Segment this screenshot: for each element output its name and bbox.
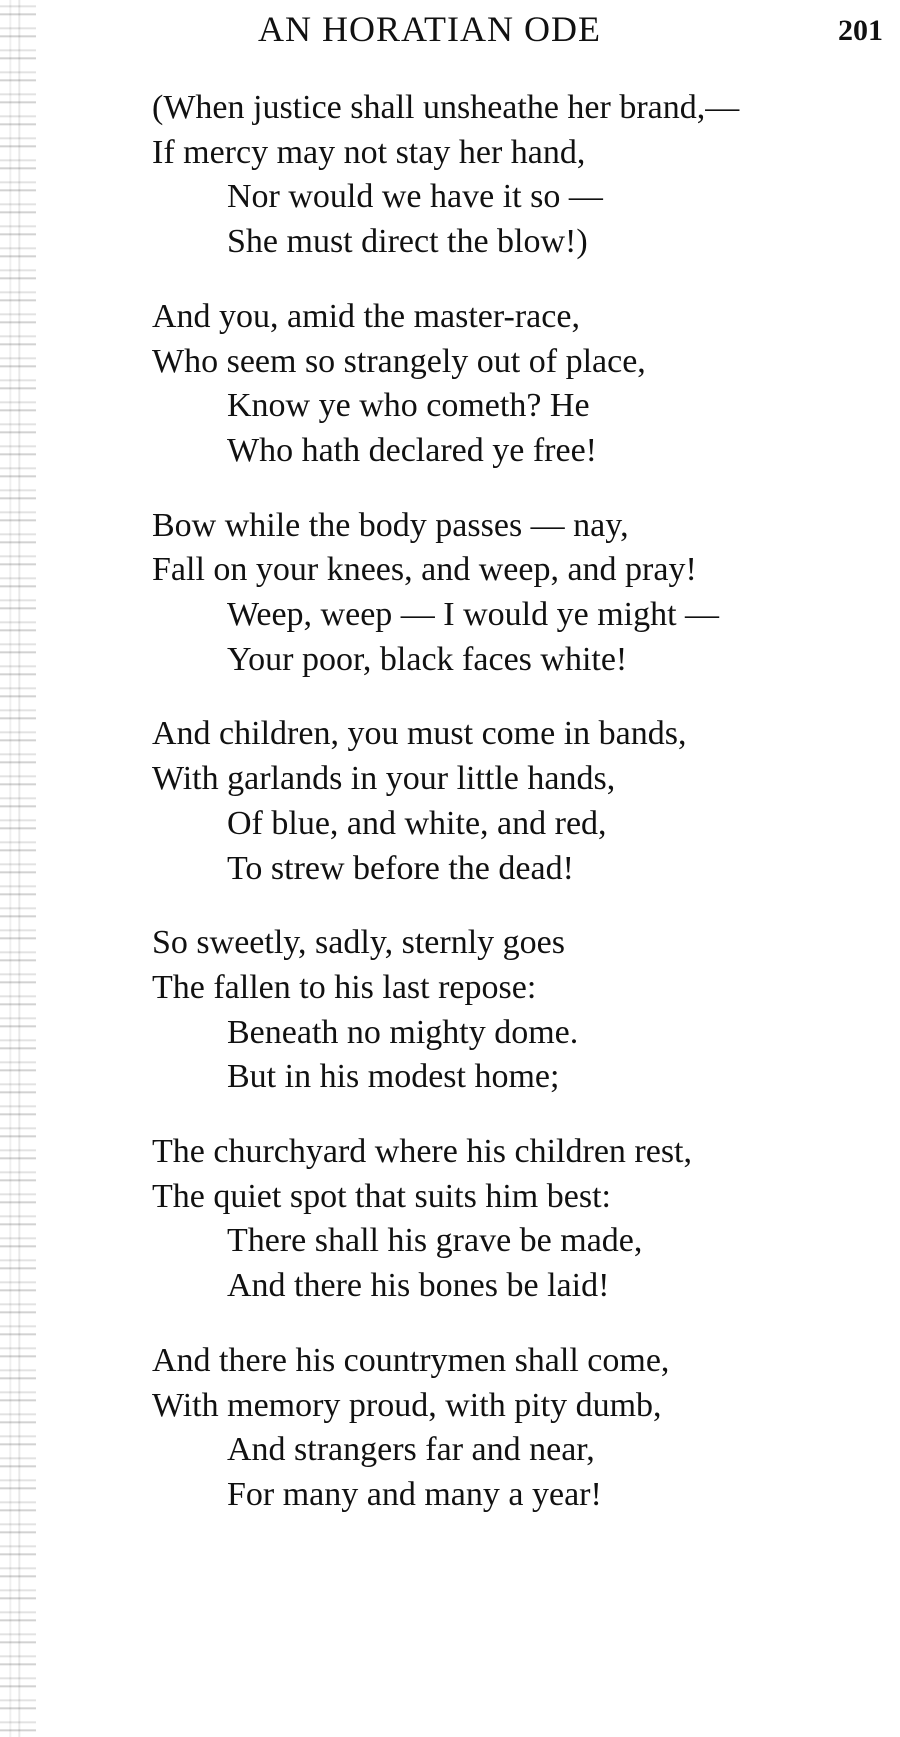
verse-line: And there his countrymen shall come, [152, 1341, 670, 1379]
verse-line: If mercy may not stay her hand, [152, 133, 586, 171]
verse-line-indented: For many and many a year! [227, 1475, 602, 1513]
verse-line-indented: There shall his grave be made, [227, 1222, 643, 1260]
verse-line: Who seem so strangely out of place, [152, 342, 646, 380]
verse-line-indented: Weep, weep — I would ye might — [227, 596, 720, 634]
verse-line-indented: And there his bones be laid! [227, 1267, 610, 1305]
verse-line: So sweetly, sadly, sternly goes [152, 924, 565, 962]
verse-line: With garlands in your little hands, [152, 760, 616, 798]
verse-line-indented: She must direct the blow!) [227, 223, 588, 261]
stanza-1 [152, 86, 892, 265]
stanza-6 [152, 1130, 892, 1309]
page-number: 201 [838, 14, 883, 47]
verse-line: The churchyard where his children rest, [152, 1133, 692, 1171]
verse-line-indented: Beneath no mighty dome. [227, 1013, 579, 1051]
stanza-7 [152, 1339, 892, 1518]
verse-line-indented: And strangers far and near, [227, 1431, 595, 1469]
verse-line-indented: To strew before the dead! [227, 849, 574, 887]
verse-line: Bow while the body passes — nay, [152, 506, 629, 544]
verse-line: The fallen to his last repose: [152, 968, 537, 1006]
binding-edge [0, 0, 36, 1737]
stanza-4 [152, 712, 892, 891]
verse-line-indented: Who hath declared ye free! [227, 431, 597, 469]
verse-line-indented: Of blue, and white, and red, [227, 804, 607, 842]
verse-line: And children, you must come in bands, [152, 715, 687, 753]
verse-line-indented: But in his modest home; [227, 1058, 560, 1096]
poem-body [152, 86, 892, 1548]
verse-line: And you, amid the master-race, [152, 297, 580, 335]
verse-line: Fall on your knees, and weep, and pray! [152, 551, 697, 589]
verse-line: The quiet spot that suits him best: [152, 1177, 611, 1215]
running-head [0, 4, 900, 54]
running-title: AN HORATIAN ODE [258, 9, 601, 49]
verse-line: (When justice shall unsheathe her brand,— [152, 89, 740, 126]
stanza-5 [152, 921, 892, 1100]
verse-line-indented: Your poor, black faces white! [227, 640, 628, 678]
verse-line: With memory proud, with pity dumb, [152, 1386, 662, 1424]
verse-line-indented: Nor would we have it so — [227, 178, 603, 216]
stanza-3 [152, 504, 892, 683]
verse-line-indented: Know ye who cometh? He [227, 387, 590, 425]
stanza-2 [152, 295, 892, 474]
